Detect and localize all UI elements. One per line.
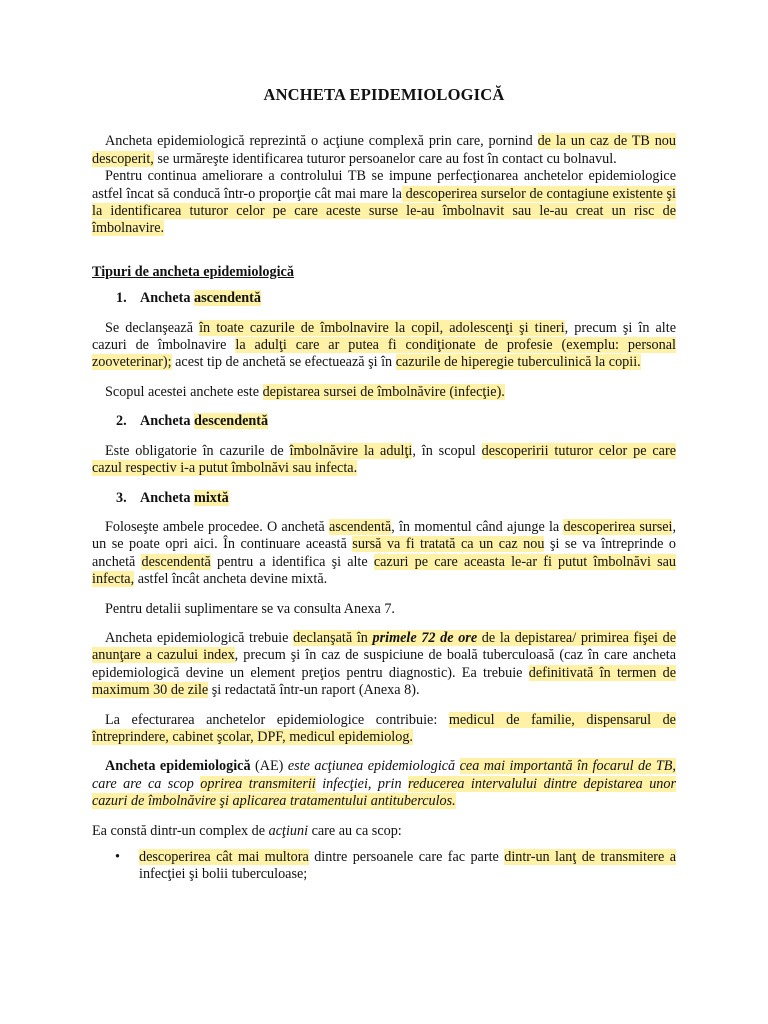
paragraph-timing (92, 630, 676, 700)
highlighted-text: descendentă (141, 553, 211, 570)
italic-text: este acţiunea epidemiologică (287, 758, 460, 775)
text-run: Se declanşează (105, 319, 200, 336)
heading-text: Ancheta (140, 489, 194, 506)
paragraph-descendenta (92, 443, 676, 478)
text-run: , în momentul când ajunge la (391, 518, 564, 535)
highlighted-text: descendentă (194, 413, 269, 430)
paragraph-anexa-7: Pentru detalii suplimentare se va consulta Anexa 7. (105, 600, 395, 617)
paragraph-definition (92, 758, 676, 810)
document-title: ANCHETA EPIDEMIOLOGICĂ (263, 85, 505, 104)
highlighted-text: dintr-un lanţ de transmitere a (504, 849, 676, 865)
text-run: Foloseşte ambele procedee. O anchetă (105, 518, 329, 535)
highlighted-text: de la un caz de TB nou descoperit, (92, 133, 676, 167)
text-run: Pentru continua ameliorare a controlului TB se impune perfecţionarea anchetelor epidemiologice astfel încat să conducă într-o proporţie cât mai mare la (92, 168, 676, 202)
paragraph-contributors (92, 712, 676, 747)
section-title-text: Tipuri de ancheta epidemiologică (92, 263, 294, 280)
text-run: care au ca scop: (308, 822, 402, 839)
text-run: Ancheta epidemiologică trebuie (105, 629, 294, 646)
heading-number: 2. (116, 413, 127, 430)
highlighted-text: cazuri pe care aceasta le-ar fi putut îmbolnăvi sau infecta, (92, 553, 676, 588)
text-run: (AE) (250, 758, 288, 775)
paragraph-scop (92, 384, 676, 401)
paragraph-ascendenta (92, 320, 676, 372)
highlighted-text: în toate cazurile de îmbolnavire la copil, adolescenţi şi tineri (199, 319, 565, 336)
text-run: , precum şi în caz de suspiciune de boală tuberculoasă (caz în care ancheta epidemiologică devine un element preţios pentru diagnostic). Ea trebuie (92, 647, 677, 681)
text-run: Ea constă dintr-un complex de (92, 822, 269, 839)
heading-ancheta-mixta (116, 490, 676, 507)
highlighted-text: depistarea sursei de îmbolnăvire (infecţie). (262, 383, 505, 400)
heading-number: 3. (116, 489, 127, 506)
text-run: astfel încât ancheta devine mixtă. (134, 571, 328, 588)
text-run: La efecturarea anchetelor epidemiologice contribuie: (105, 711, 449, 728)
text-run: , precum şi în alte cazuri de îmbolnavire (92, 319, 676, 354)
heading-number: 1. (116, 290, 127, 307)
text-run: şi se va întreprinde o anchetă (92, 536, 676, 570)
highlighted-text: descoperirea surselor de contagiune existente şi la identificarea tuturor celor pe care aceste surse le-au îmbolnavit sau le-au creat un risc de îmbolnavire. (92, 185, 676, 237)
highlighted-text: ascendentă (194, 290, 261, 307)
italic-text: infecţiei, prin (315, 775, 409, 792)
text-run: Ancheta epidemiologică reprezintă o acţiune complexă prin care, pornind (105, 133, 538, 150)
highlighted-text: cazurile de hiperegie tuberculinică la copii. (395, 354, 641, 371)
highlighted-text: descoperirea sursei (563, 518, 673, 535)
paragraph-control-tb (92, 168, 676, 238)
highlighted-text: îmbolnăvire la adulţi (289, 442, 413, 459)
text-run: pentru a identifica şi alte (210, 553, 374, 570)
text-run: declanşată în (293, 629, 373, 646)
text-run: dintre persoanele care fac parte (308, 849, 505, 865)
text-run: , un se poate opri aici. În continuare această (92, 518, 676, 553)
highlighted-text: reducerea intervalului dintre depistarea unor cazuri de îmbolnăvire şi aplicarea tratamentului antituberculos. (92, 775, 676, 810)
highlighted-text: ascendentă (328, 518, 392, 535)
bullet-list (92, 849, 676, 884)
bold-term: Ancheta epidemiologică (105, 758, 251, 775)
heading-text: Ancheta (140, 413, 194, 430)
highlighted-text: cea mai importantă în focarul de TB, (459, 758, 676, 775)
paragraph-intro (92, 133, 676, 168)
bullet-icon: • (115, 849, 120, 865)
heading-ancheta-descendenta (116, 413, 676, 430)
text-run: de la depistarea/ primirea fişei de anunţare a cazului index (92, 629, 677, 664)
text-run: Scopul acestei anchete este (105, 383, 263, 400)
text-run: acest tip de anchetă se efectuează şi în (171, 354, 396, 371)
highlighted-text: descoperirea cât mai multora (139, 849, 309, 865)
paragraph-mixta (92, 519, 676, 589)
text-run: , în scopul (412, 442, 482, 459)
highlighted-text: medicul de familie, dispensarul de întreprindere, cabinet şcolar, DPF, medicul epidemiolog. (92, 711, 676, 745)
highlighted-text: oprirea transmiterii (200, 775, 316, 792)
highlighted-text: definitivată în termen de maximum 30 de zile (92, 664, 677, 699)
highlighted-text: la adulţi care ar putea fi condiţionate de profesie (exemplu: personal zooveterinar); (92, 337, 676, 371)
list-item (115, 849, 676, 884)
highlighted-text: sursă va fi tratată ca un caz nou (352, 536, 545, 553)
heading-ancheta-ascendenta (116, 290, 676, 307)
highlighted-text: mixtă (194, 489, 229, 506)
text-run: Este obligatorie în cazurile de (105, 442, 290, 459)
heading-text: Ancheta (140, 290, 194, 307)
text-run: infecţiei şi bolii tuberculoase; (139, 866, 308, 883)
text-run: se urmăreşte identificarea tuturor persoanelor care au fost în contact cu bolnavul. (153, 150, 617, 167)
text-run: şi redactată într-un raport (Anexa 8). (208, 682, 420, 699)
italic-text: care are ca scop (92, 775, 201, 792)
italic-text: acţiuni (268, 822, 309, 839)
emphasis-text: primele 72 de ore (372, 629, 478, 646)
paragraph-scope-intro (92, 823, 676, 840)
section-title (92, 264, 676, 281)
highlighted-text: descoperirii tuturor celor pe care cazul respectiv i-a putut îmbolnăvi sau infecta. (92, 442, 676, 477)
